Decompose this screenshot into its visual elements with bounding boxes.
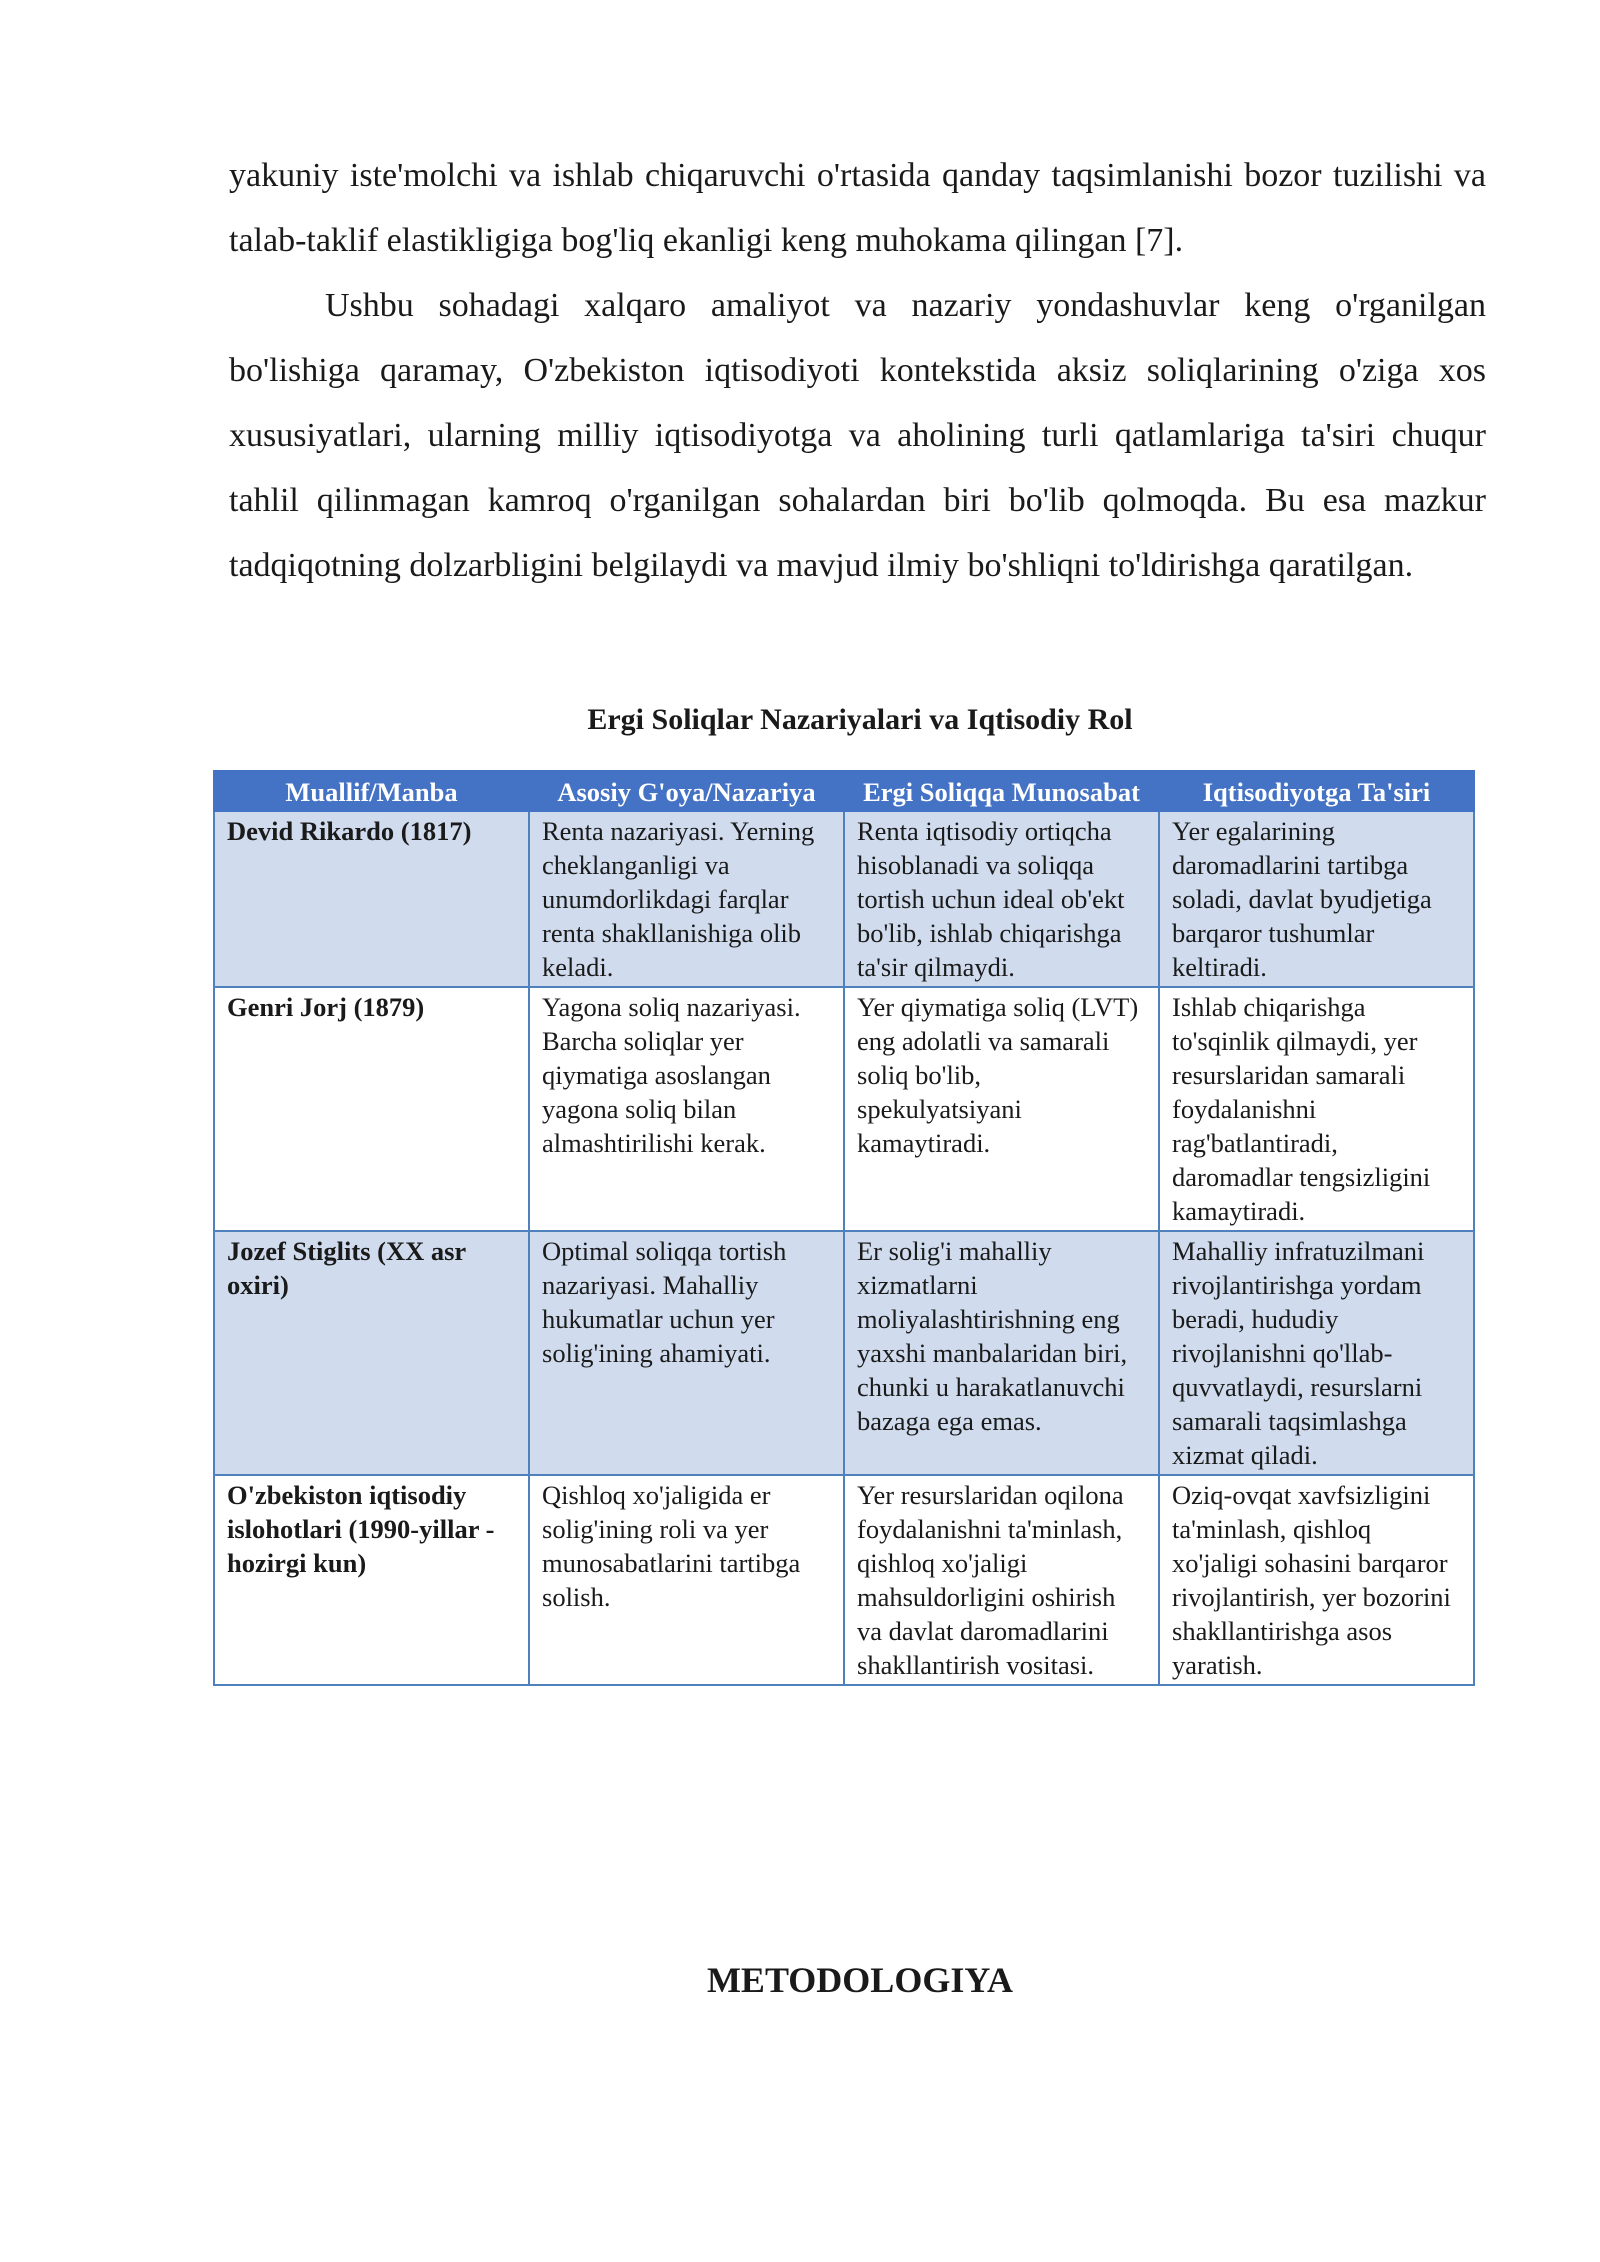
paragraph-continuation: yakuniy iste'molchi va ishlab chiqaruvchi o'rtasida qanday taqsimlanishi bozor tuzilishi va talab-taklif elastikligiga bog'liq ekanligi keng muhokama qilingan [7]. bbox=[229, 157, 1486, 259]
cell-main-idea: Renta nazariyasi. Yerning cheklanganligi va unumdorlikdagi farqlar renta shakllanishiga olib keladi. bbox=[529, 811, 844, 987]
header-attitude: Ergi Soliqqa Munosabat bbox=[844, 771, 1159, 811]
cell-author: Devid Rikardo (1817) bbox=[214, 811, 529, 987]
table-header-row bbox=[214, 771, 1474, 811]
cell-main-idea: Qishloq xo'jaligida er solig'ining roli va yer munosabatlarini tartibga solish. bbox=[529, 1475, 844, 1685]
table-title: Ergi Soliqlar Nazariyalari va Iqtisodiy Rol bbox=[587, 703, 1133, 736]
section-heading: METODOLOGIYA bbox=[706, 1960, 1014, 2000]
cell-author: Jozef Stiglits (XX asr oxiri) bbox=[214, 1231, 529, 1475]
theories-table bbox=[213, 770, 1475, 1686]
table-row bbox=[214, 811, 1474, 987]
header-impact: Iqtisodiyotga Ta'siri bbox=[1159, 771, 1474, 811]
table-row bbox=[214, 987, 1474, 1231]
cell-attitude: Yer qiymatiga soliq (LVT) eng adolatli va samarali soliq bo'lib, spekulyatsiyani kamaytiradi. bbox=[844, 987, 1159, 1231]
table-row bbox=[214, 1231, 1474, 1475]
cell-main-idea: Yagona soliq nazariyasi. Barcha soliqlar yer qiymatiga asoslangan yagona soliq bilan almashtirilishi kerak. bbox=[529, 987, 844, 1231]
table-row bbox=[214, 1475, 1474, 1685]
cell-attitude: Yer resurslaridan oqilona foydalanishni ta'minlash, qishloq xo'jaligi mahsuldorligini oshirish va davlat daromadlarini shakllantirish vositasi. bbox=[844, 1475, 1159, 1685]
cell-impact: Mahalliy infratuzilmani rivojlantirishga yordam beradi, hududiy rivojlanishni qo'llab-quvvatlaydi, resurslarni samarali taqsimlashga xizmat qiladi. bbox=[1159, 1231, 1474, 1475]
cell-author: Genri Jorj (1879) bbox=[214, 987, 529, 1231]
header-main-idea: Asosiy G'oya/Nazariya bbox=[529, 771, 844, 811]
cell-attitude: Renta iqtisodiy ortiqcha hisoblanadi va soliqqa tortish uchun ideal ob'ekt bo'lib, ishlab chiqarishga ta'sir qilmaydi. bbox=[844, 811, 1159, 987]
paragraph-research-gap: Ushbu sohadagi xalqaro amaliyot va nazariy yondashuvlar keng o'rganilgan bo'lishiga qaramay, O'zbekiston iqtisodiyoti kontekstida aksiz soliqlarining o'ziga xos xususiyatlari, ularning milliy iqtisodiyotga va aholining turli qatlamlariga ta'siri chuqur tahlil qilinmagan kamroq o'rganilgan sohalardan biri bo'lib qolmoqda. Bu esa mazkur tadqiqotning dolzarbligini belgilaydi va mavjud ilmiy bo'shliqni to'ldirishga qaratilgan. bbox=[229, 287, 1486, 584]
cell-impact: Oziq-ovqat xavfsizligini ta'minlash, qishloq xo'jaligi sohasini barqaror rivojlantirish, yer bozorini shakllantirishga asos yaratish. bbox=[1159, 1475, 1474, 1685]
header-author: Muallif/Manba bbox=[214, 771, 529, 811]
cell-impact: Yer egalarining daromadlarini tartibga soladi, davlat byudjetiga barqaror tushumlar keltiradi. bbox=[1159, 811, 1474, 987]
cell-main-idea: Optimal soliqqa tortish nazariyasi. Mahalliy hukumatlar uchun yer solig'ining ahamiyati. bbox=[529, 1231, 844, 1475]
cell-author: O'zbekiston iqtisodiy islohotlari (1990-yillar - hozirgi kun) bbox=[214, 1475, 529, 1685]
cell-attitude: Er solig'i mahalliy xizmatlarni moliyalashtirishning eng yaxshi manbalaridan biri, chunki u harakatlanuvchi bazaga ega emas. bbox=[844, 1231, 1159, 1475]
cell-impact: Ishlab chiqarishga to'sqinlik qilmaydi, yer resurslaridan samarali foydalanishni rag'batlantiradi, daromadlar tengsizligini kamaytiradi. bbox=[1159, 987, 1474, 1231]
